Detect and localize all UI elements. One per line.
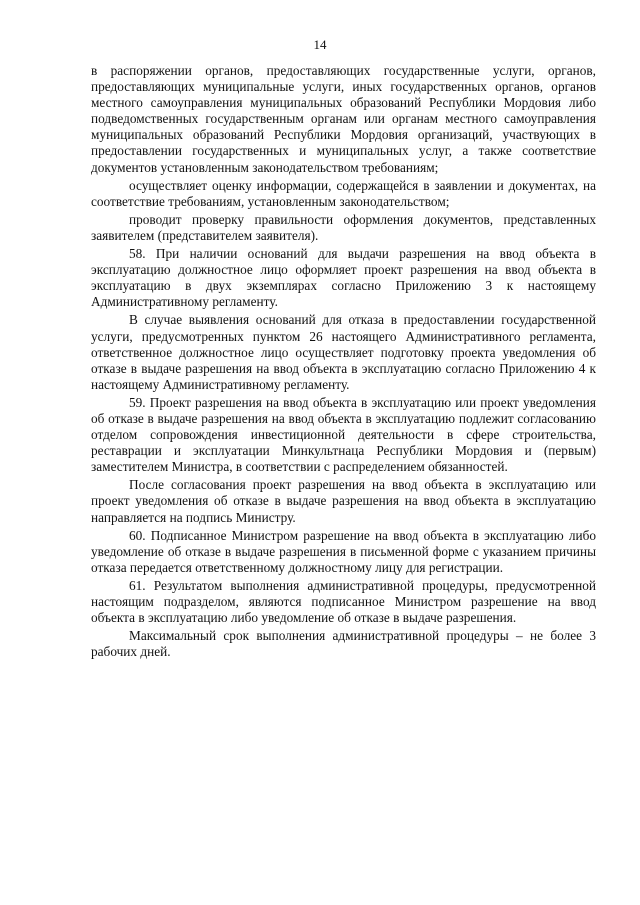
paragraph-clause-58: 58. При наличии оснований для выдачи разрешения на ввод объекта в эксплуатацию должностное лицо оформляет проект разрешения на ввод объекта в эксплуатацию в двух экземплярах согласно Приложению 3 к настоящему Административному регламенту. [91, 246, 596, 310]
paragraph-assessment: осуществляет оценку информации, содержащейся в заявлении и документах, на соответствие требованиям, установленным законодательством; [91, 177, 596, 209]
paragraph-clause-60: 60. Подписанное Министром разрешение на ввод объекта в эксплуатацию либо уведомление об отказе в выдаче разрешения в письменной форме с указанием причины отказа передается ответственному должностному лицу для регистрации. [91, 527, 596, 575]
paragraph-clause-59: 59. Проект разрешения на ввод объекта в эксплуатацию или проект уведомления об отказе в выдаче разрешения на ввод объекта в эксплуатацию подлежит согласованию отделом сопровождения инвестиционной деятельности в сфере строительства, реставрации и эксплуатации Минкультнаца Республики Мордовия и (первым) заместителем Министра, в соответствии с распределением обязанностей. [91, 394, 596, 475]
paragraph-continuation: в распоряжении органов, предоставляющих государственные услуги, органов, предоставляющих муниципальные услуги, иных государственных органов, органов местного самоуправления муниципальных образований Республики Мордовия либо подведомственных государственным органам или органам местного самоуправления муниципальных образований Республики Мордовия организаций, участвующих в предоставлении государственных и муниципальных услуг, а также соответствие документов установленным законодательством требованиям; [91, 63, 596, 175]
paragraph-refusal-case: В случае выявления оснований для отказа в предоставлении государственной услуги, предусмотренных пунктом 26 настоящего Административного регламента, ответственное должностное лицо осуществляет подготовку проекта уведомления об отказе в выдаче разрешения на ввод объекта в эксплуатацию согласно Приложению 4 к настоящему Административному регламенту. [91, 312, 596, 392]
document-body [91, 63, 596, 660]
paragraph-max-term: Максимальный срок выполнения административной процедуры – не более 3 рабочих дней. [91, 628, 596, 660]
page-number: 14 [313, 37, 327, 52]
paragraph-verification: проводит проверку правильности оформления документов, представленных заявителем (представителем заявителя). [91, 211, 596, 243]
paragraph-after-approval: После согласования проект разрешения на ввод объекта в эксплуатацию или проект уведомления об отказе в выдаче разрешения на ввод объекта в эксплуатацию направляется на подпись Министру. [91, 477, 596, 525]
paragraph-clause-61: 61. Результатом выполнения административной процедуры, предусмотренной настоящим подразделом, являются подписанное Министром разрешение на ввод объекта в эксплуатацию либо уведомление об отказе в выдаче разрешения. [91, 577, 596, 626]
